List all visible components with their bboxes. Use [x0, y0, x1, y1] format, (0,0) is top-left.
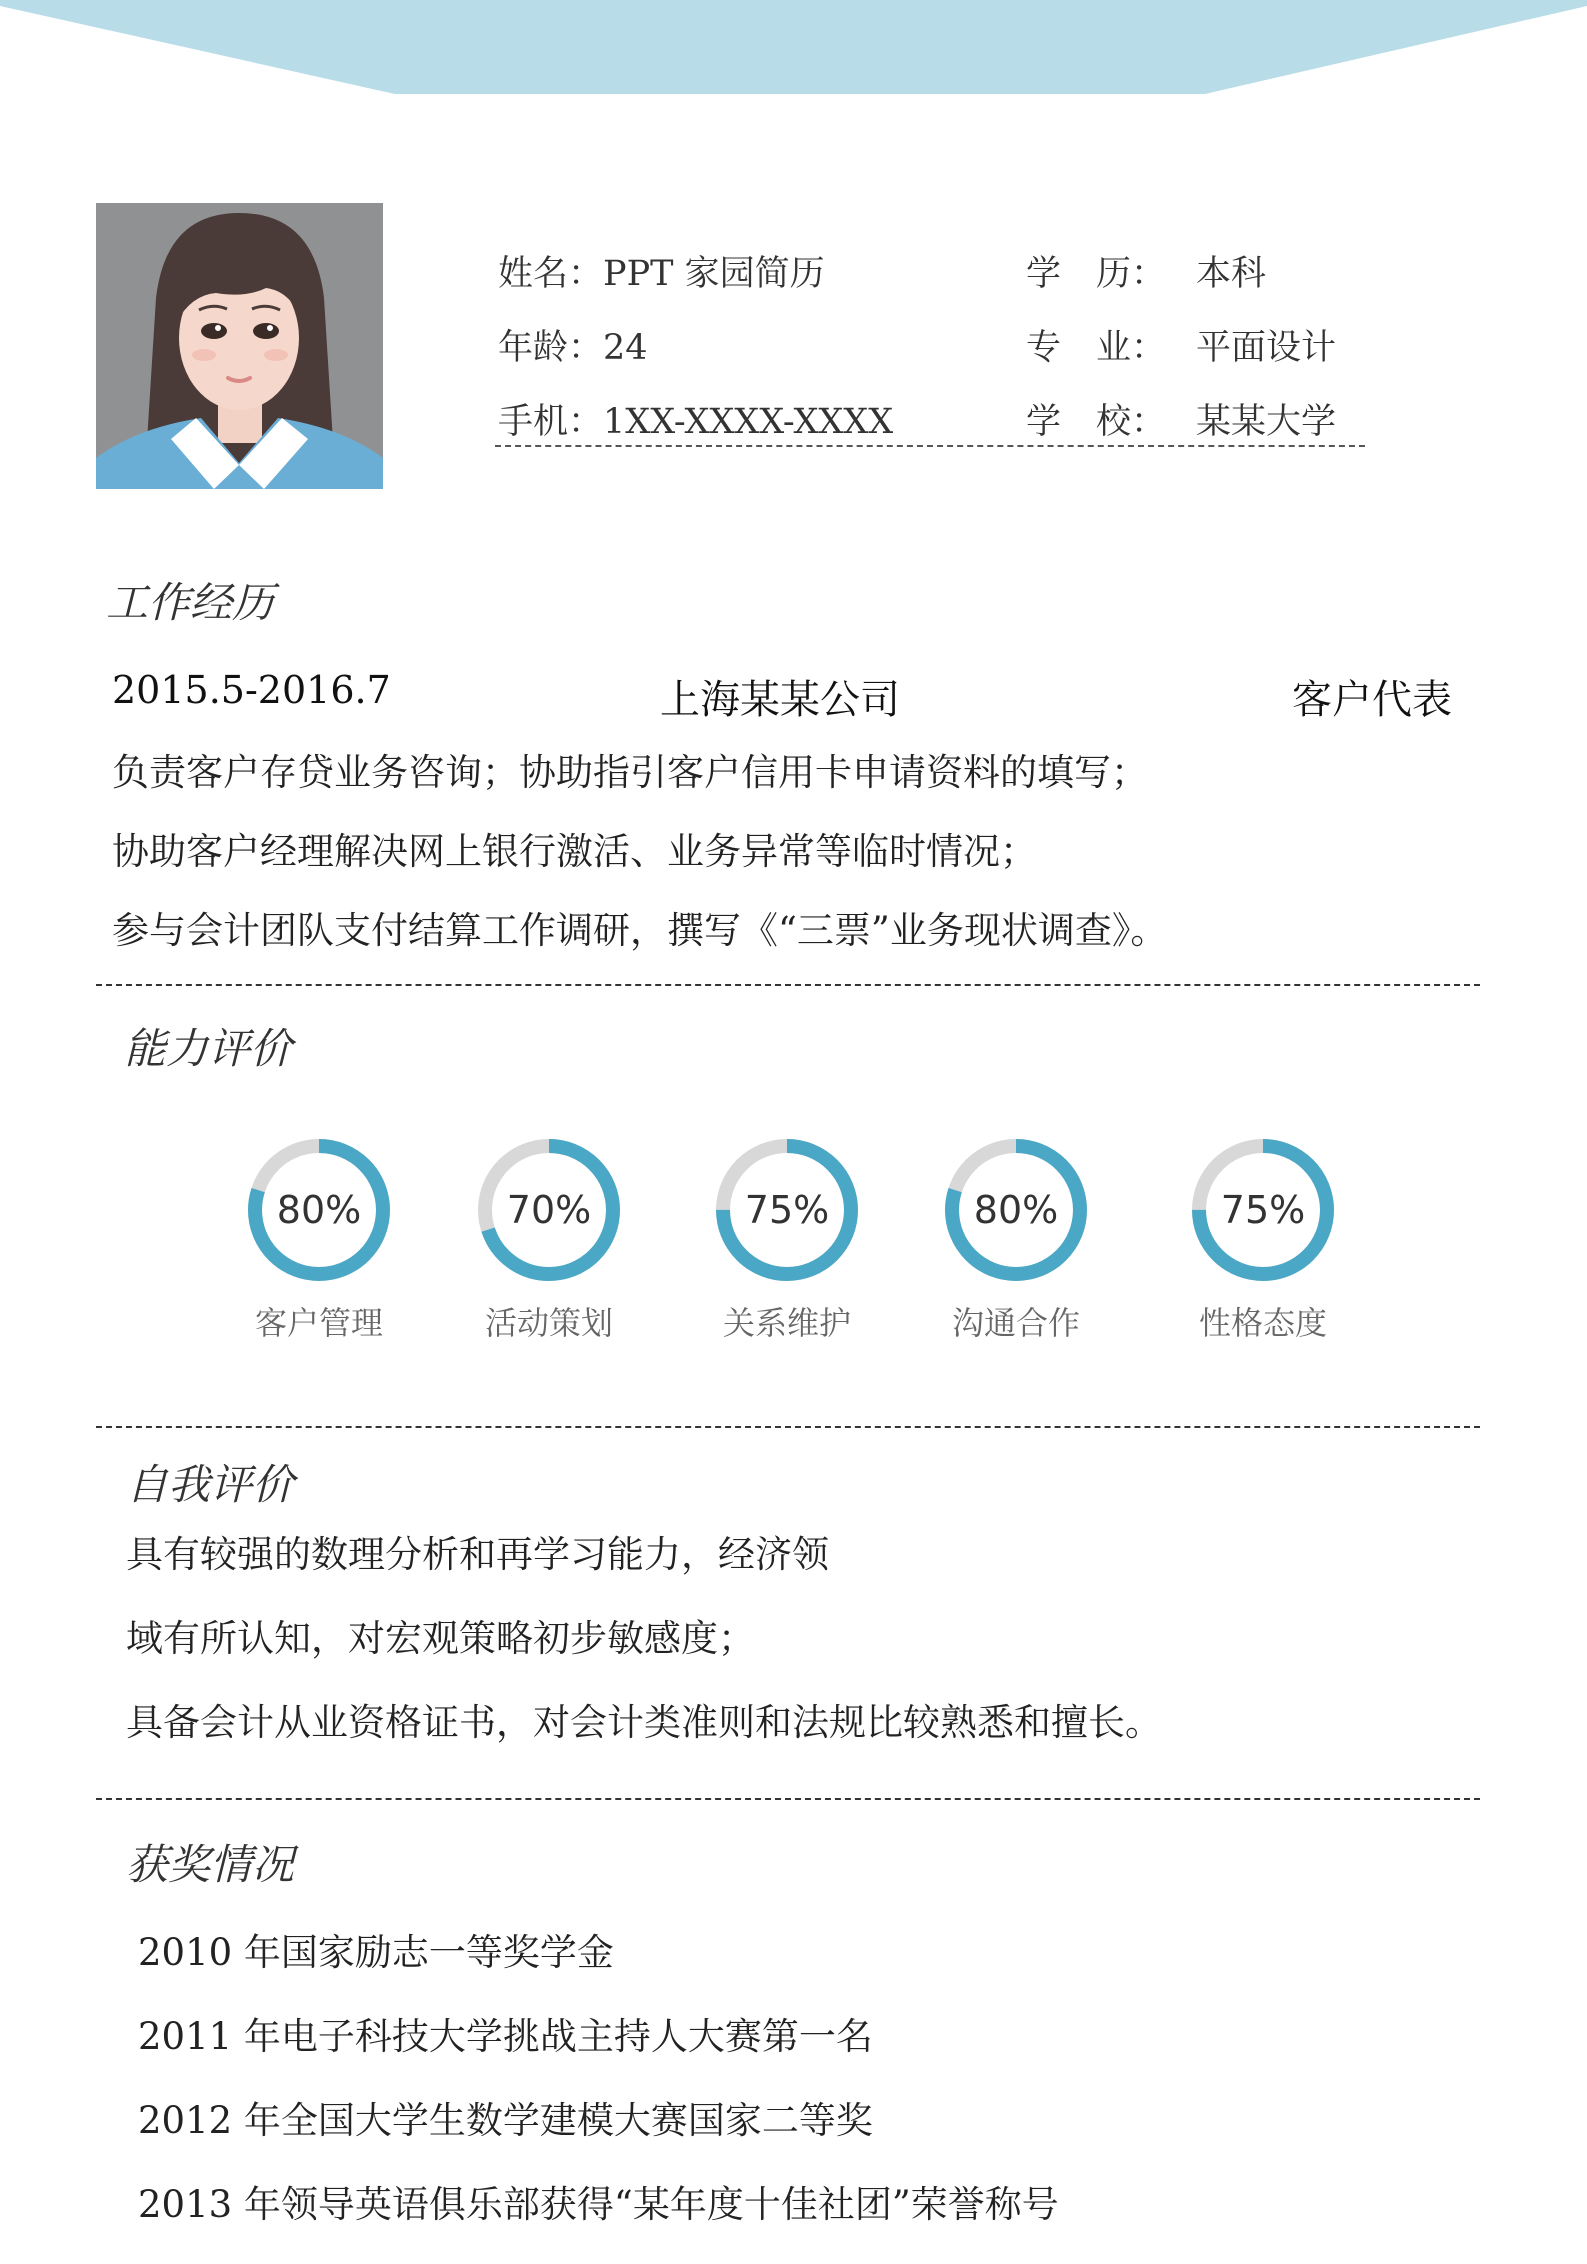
self-eval-line: 具有较强的数理分析和再学习能力，经济领 — [126, 1533, 829, 1576]
phone-row — [498, 394, 893, 444]
age-value: 24 — [603, 328, 648, 368]
skill-ring — [199, 1130, 439, 1344]
work-section-title: 工作经历 — [106, 578, 275, 627]
skill-ring — [896, 1130, 1136, 1344]
phone-label: 手机： — [498, 402, 604, 442]
school-label: 学 校： — [1026, 402, 1167, 442]
school-row — [1026, 394, 1336, 444]
age-label: 年龄： — [498, 328, 604, 368]
section-divider — [96, 1798, 1480, 1800]
self-eval-section-title: 自我评价 — [126, 1460, 295, 1509]
skill-percent: 75% — [744, 1188, 830, 1232]
award-line: 2012 年全国大学生数学建模大赛国家二等奖 — [138, 2099, 873, 2142]
award-line: 2013 年领导英语俱乐部获得“某年度十佳社团”荣誉称号 — [138, 2183, 1059, 2226]
phone-value: 1XX-XXXX-XXXX — [603, 402, 894, 442]
skill-rings — [0, 1130, 1587, 1370]
name-label: 姓名： — [498, 254, 604, 294]
ring-chart — [1183, 1130, 1343, 1290]
education-value: 本科 — [1196, 254, 1267, 294]
skill-percent: 75% — [1220, 1188, 1306, 1232]
header-banner — [0, 0, 1587, 100]
education-row — [1026, 246, 1266, 296]
job-role: 客户代表 — [1292, 677, 1452, 723]
skill-label: 沟通合作 — [951, 1304, 1080, 1342]
skill-ring — [1143, 1130, 1383, 1344]
skill-ring — [429, 1130, 669, 1344]
self-eval-line: 域有所认知，对宏观策略初步敏感度； — [126, 1617, 755, 1660]
job-company: 上海某某公司 — [660, 677, 900, 723]
major-label: 专 业： — [1026, 328, 1167, 368]
job-duty: 负责客户存贷业务咨询；协助指引客户信用卡申请资料的填写； — [112, 751, 1148, 794]
ring-chart — [707, 1130, 867, 1290]
self-eval-line: 具备会计从业资格证书，对会计类准则和法规比较熟悉和擅长。 — [126, 1701, 1162, 1744]
skill-label: 关系维护 — [722, 1304, 851, 1342]
award-line: 2011 年电子科技大学挑战主持人大赛第一名 — [138, 2015, 873, 2058]
skill-percent: 70% — [506, 1188, 592, 1232]
name-row — [498, 246, 825, 296]
skill-percent: 80% — [276, 1188, 362, 1232]
ability-section-title: 能力评价 — [124, 1024, 293, 1073]
job-duty: 协助客户经理解决网上银行激活、业务异常等临时情况； — [112, 830, 1037, 873]
info-divider — [495, 445, 1365, 447]
job-duties — [112, 748, 1167, 985]
awards-section-title: 获奖情况 — [126, 1840, 295, 1889]
ring-chart — [936, 1130, 1096, 1290]
skill-label: 性格态度 — [1198, 1304, 1327, 1342]
major-row — [1026, 320, 1336, 370]
education-label: 学 历： — [1026, 254, 1167, 294]
age-row — [498, 320, 648, 370]
self-eval-lines — [126, 1530, 1162, 1782]
skill-ring — [667, 1130, 907, 1344]
skill-label: 客户管理 — [254, 1304, 383, 1342]
section-divider — [96, 1426, 1480, 1428]
skill-label: 活动策划 — [484, 1304, 613, 1342]
award-line: 2010 年国家励志一等奖学金 — [138, 1931, 614, 1974]
job-duty: 参与会计团队支付结算工作调研，撰写《“三票”业务现状调查》。 — [112, 909, 1168, 952]
job-date: 2015.5-2016.7 — [112, 668, 391, 712]
major-value: 平面设计 — [1196, 328, 1337, 368]
name-value: PPT 家园简历 — [603, 254, 825, 294]
ring-chart — [469, 1130, 629, 1290]
award-lines — [138, 1928, 1059, 2264]
school-value: 某某大学 — [1196, 402, 1337, 442]
ring-chart — [239, 1130, 399, 1290]
profile-photo — [96, 203, 383, 489]
section-divider — [96, 984, 1480, 986]
skill-percent: 80% — [973, 1188, 1059, 1232]
